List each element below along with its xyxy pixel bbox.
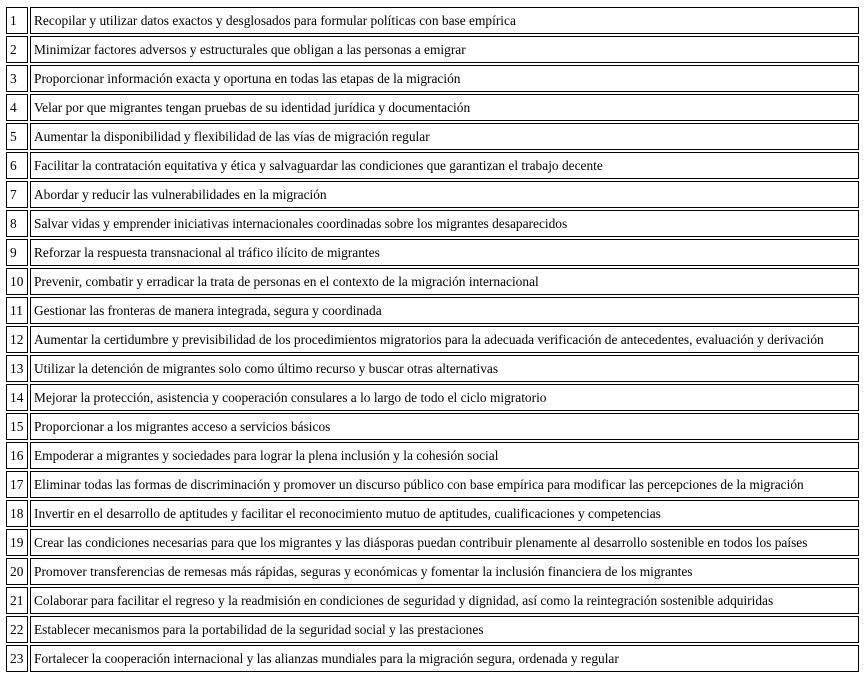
objective-number: 18 (6, 500, 28, 527)
objective-number: 19 (6, 529, 28, 556)
table-row (6, 297, 859, 324)
table-row (6, 587, 859, 614)
objective-number: 6 (6, 152, 28, 179)
objective-number: 14 (6, 384, 28, 411)
objective-text: Prevenir, combatir y erradicar la trata de personas en el contexto de la migración internacional (30, 268, 859, 295)
objective-text: Aumentar la disponibilidad y flexibilidad de las vías de migración regular (30, 123, 859, 150)
table-row (6, 529, 859, 556)
table-row (6, 471, 859, 498)
table-row (6, 210, 859, 237)
objective-text: Facilitar la contratación equitativa y ética y salvaguardar las condiciones que garantizan el trabajo decente (30, 152, 859, 179)
objective-text: Utilizar la detención de migrantes solo como último recurso y buscar otras alternativas (30, 355, 859, 382)
objective-text: Velar por que migrantes tengan pruebas de su identidad jurídica y documentación (30, 94, 859, 121)
objective-number: 12 (6, 326, 28, 353)
objective-text: Abordar y reducir las vulnerabilidades en la migración (30, 181, 859, 208)
objective-text: Gestionar las fronteras de manera integrada, segura y coordinada (30, 297, 859, 324)
objective-number: 22 (6, 616, 28, 643)
objectives-table-body (6, 7, 859, 672)
objective-number: 7 (6, 181, 28, 208)
objective-number: 20 (6, 558, 28, 585)
objective-text: Minimizar factores adversos y estructurales que obligan a las personas a emigrar (30, 36, 859, 63)
table-row (6, 645, 859, 672)
table-row (6, 384, 859, 411)
table-row (6, 65, 859, 92)
objective-text: Mejorar la protección, asistencia y cooperación consulares a lo largo de todo el ciclo migratorio (30, 384, 859, 411)
table-row (6, 268, 859, 295)
objective-number: 15 (6, 413, 28, 440)
objective-number: 21 (6, 587, 28, 614)
objective-text: Promover transferencias de remesas más rápidas, seguras y económicas y fomentar la inclusión financiera de los migrantes (30, 558, 859, 585)
objective-text: Recopilar y utilizar datos exactos y desglosados para formular políticas con base empírica (30, 7, 859, 34)
table-row (6, 94, 859, 121)
objective-number: 13 (6, 355, 28, 382)
objective-text: Proporcionar a los migrantes acceso a servicios básicos (30, 413, 859, 440)
objective-number: 11 (6, 297, 28, 324)
objective-text: Crear las condiciones necesarias para que los migrantes y las diásporas puedan contribuir plenamente al desarrollo sostenible en todos los países (30, 529, 859, 556)
objective-text: Salvar vidas y emprender iniciativas internacionales coordinadas sobre los migrantes desaparecidos (30, 210, 859, 237)
objective-number: 1 (6, 7, 28, 34)
table-row (6, 239, 859, 266)
objective-text: Aumentar la certidumbre y previsibilidad de los procedimientos migratorios para la adecuada verificación de antecedentes, evaluación y derivación (30, 326, 859, 353)
objectives-table (4, 5, 861, 674)
table-row (6, 500, 859, 527)
table-row (6, 123, 859, 150)
objective-text: Colaborar para facilitar el regreso y la readmisión en condiciones de seguridad y dignidad, así como la reintegración sostenible adquiridas (30, 587, 859, 614)
objective-text: Empoderar a migrantes y sociedades para lograr la plena inclusión y la cohesión social (30, 442, 859, 469)
objectives-table-container (4, 5, 861, 674)
objective-text: Fortalecer la cooperación internacional y las alianzas mundiales para la migración segura, ordenada y regular (30, 645, 859, 672)
objective-number: 10 (6, 268, 28, 295)
objective-number: 3 (6, 65, 28, 92)
objective-text: Establecer mecanismos para la portabilidad de la seguridad social y las prestaciones (30, 616, 859, 643)
table-row (6, 558, 859, 585)
table-row (6, 355, 859, 382)
objective-text: Reforzar la respuesta transnacional al tráfico ilícito de migrantes (30, 239, 859, 266)
objective-number: 5 (6, 123, 28, 150)
table-row (6, 36, 859, 63)
objective-number: 17 (6, 471, 28, 498)
objective-number: 4 (6, 94, 28, 121)
objective-number: 8 (6, 210, 28, 237)
table-row (6, 413, 859, 440)
table-row (6, 616, 859, 643)
table-row (6, 181, 859, 208)
table-row (6, 326, 859, 353)
objective-number: 23 (6, 645, 28, 672)
objective-number: 9 (6, 239, 28, 266)
table-row (6, 442, 859, 469)
objective-number: 16 (6, 442, 28, 469)
table-row (6, 7, 859, 34)
objective-text: Proporcionar información exacta y oportuna en todas las etapas de la migración (30, 65, 859, 92)
objective-text: Eliminar todas las formas de discriminación y promover un discurso público con base empírica para modificar las percepciones de la migración (30, 471, 859, 498)
objective-text: Invertir en el desarrollo de aptitudes y facilitar el reconocimiento mutuo de aptitudes, cualificaciones y competencias (30, 500, 859, 527)
table-row (6, 152, 859, 179)
objective-number: 2 (6, 36, 28, 63)
